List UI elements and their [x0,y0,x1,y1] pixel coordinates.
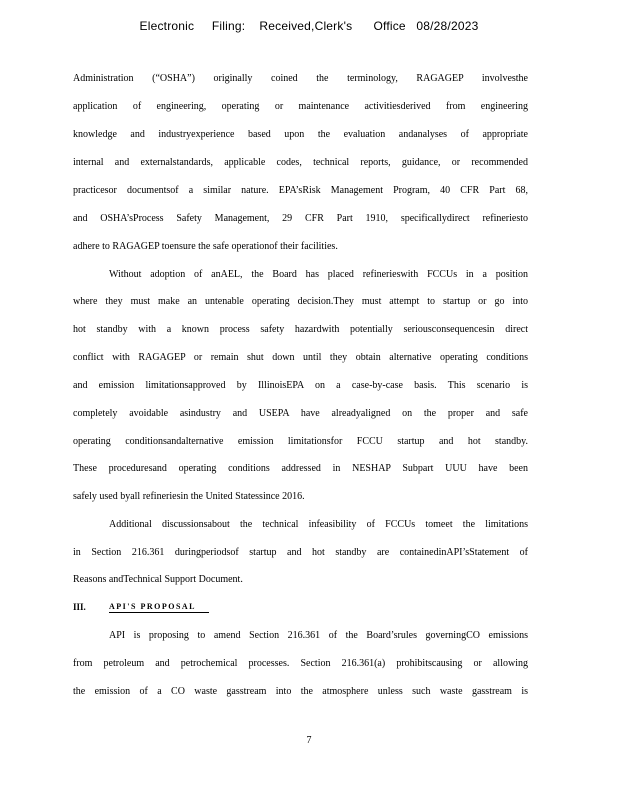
body-line: application of engineering, operating or maintenance activitiesderived from engineering [73,101,528,112]
body-line: These proceduresand operating conditions addressed in NESHAP Subpart UUU have been [73,463,528,474]
body-line: in Section 216.361 duringperiodsof startup and hot standby are containedinAPI’sStatement of [73,547,528,558]
body-line: hot standby with a known process safety hazardwith potentially seriousconsequencesin direct [73,324,528,335]
body-line: where they must make an untenable operating decision.They must attempt to startup or go into [73,296,528,307]
body-line: Without adoption of anAEL, the Board has placed refinerieswith FCCUs in a position [109,269,528,280]
body-line: the emission of a CO waste gasstream into the atmosphere unless such waste gasstream is [73,686,528,697]
body-line: safely used byall refineriesin the United Statessince 2016. [73,491,305,502]
body-line: API is proposing to amend Section 216.361 of the Board’srules governingCO emissions [109,630,528,641]
body-line: operating conditionsandalternative emission limitationsfor FCCU startup and hot standby. [73,436,528,447]
body-line: Administration (“OSHA”) originally coined the terminology, RAGAGEP involvesthe [73,73,528,84]
body-line: adhere to RAGAGEP toensure the safe operationof their facilities. [73,241,338,252]
body-line: internal and externalstandards, applicable codes, technical reports, guidance, or recommended [73,157,528,168]
body-line: conflict with RAGAGEP or remain shut down until they obtain alternative operating conditions [73,352,528,363]
section-number: III. [73,602,86,612]
filing-header: Electronic Filing: Received,Clerk's Office 08/28/2023 [139,19,479,33]
body-line: Reasons andTechnical Support Document. [73,574,243,585]
body-line: and emission limitationsapproved by IllinoisEPA on a case-by-case basis. This scenario is [73,380,528,391]
body-line: practicesor documentsof a similar nature. EPA’sRisk Management Program, 40 CFR Part 68, [73,185,528,196]
body-line: Additional discussionsabout the technical infeasibility of FCCUs tomeet the limitations [109,519,528,530]
page-number: 7 [306,735,312,746]
body-line: knowledge and industryexperience based upon the evaluation andanalyses of appropriate [73,129,528,140]
section-title: API'S PROPOSAL [109,602,209,613]
body-line: and OSHA’sProcess Safety Management, 29 CFR Part 1910, specificallydirect refineriesto [73,213,528,224]
body-line: from petroleum and petrochemical processes. Section 216.361(a) prohibitscausing or allowing [73,658,528,669]
body-line: completely avoidable asindustry and USEPA have alreadyaligned on the proper and safe [73,408,528,419]
